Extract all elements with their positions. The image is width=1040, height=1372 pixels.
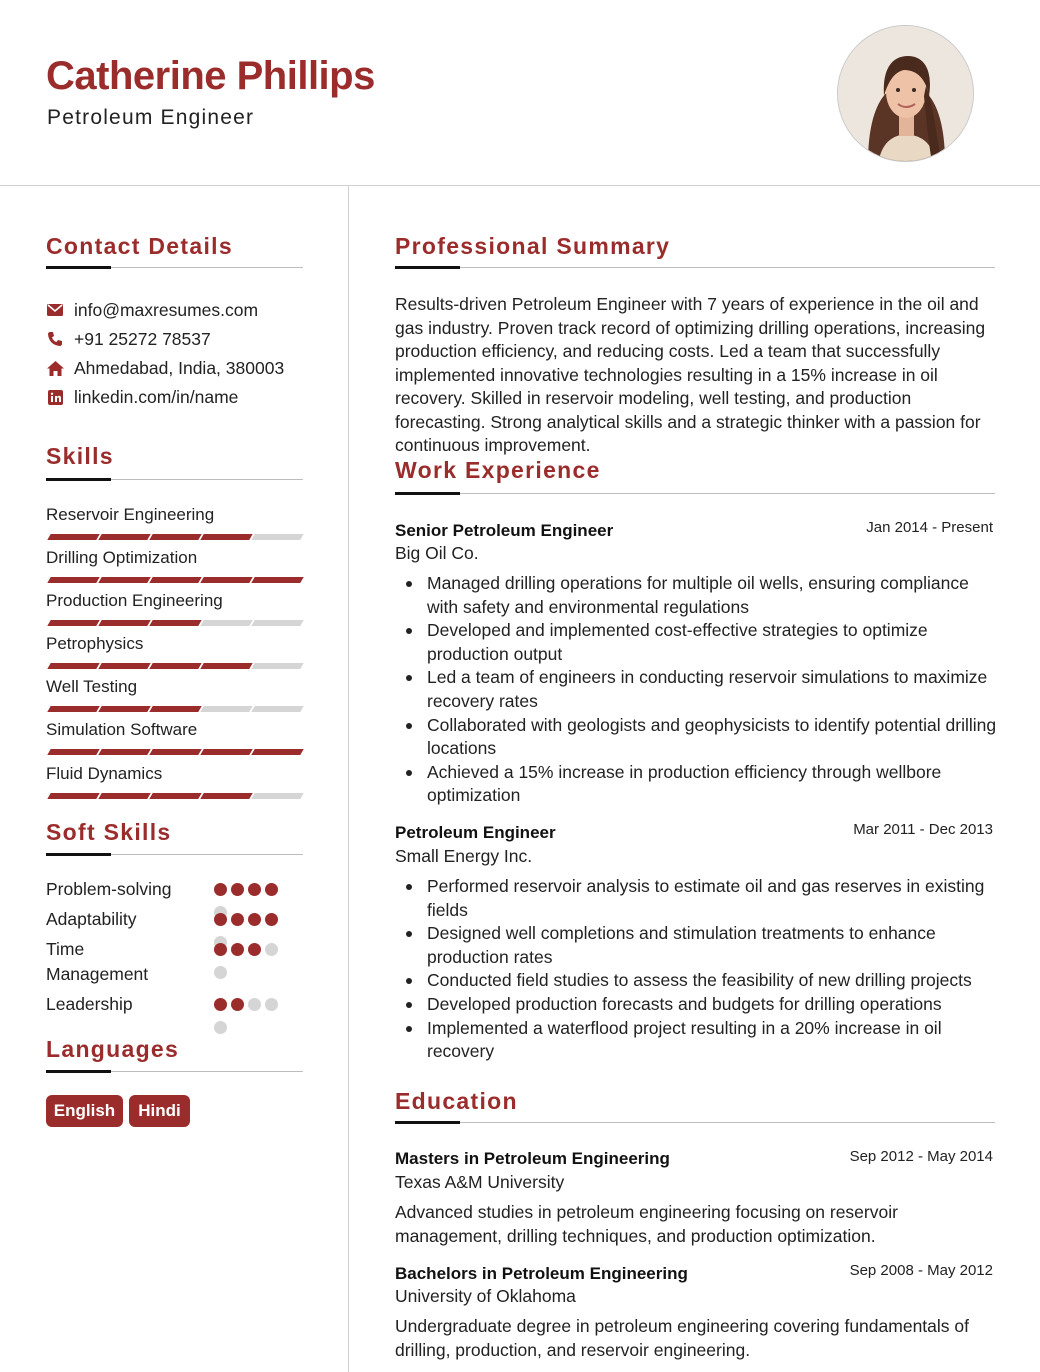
soft-skill-name: Problem-solving	[46, 879, 172, 899]
list-item: Developed and implemented cost-effective strategies to optimize production output	[427, 619, 1002, 666]
list-item: Collaborated with geologists and geophysicists to identify potential drilling locations	[427, 714, 1002, 761]
list-item: Designed well completions and stimulation treatments to enhance production rates	[427, 922, 1002, 969]
rating-dot-filled	[248, 943, 261, 956]
rating-dot-empty	[265, 998, 278, 1011]
summary-rule	[395, 267, 995, 268]
portrait-image	[838, 26, 974, 162]
rating-dot-filled	[214, 943, 227, 956]
rating-dot-empty	[214, 1021, 227, 1034]
language-badge: Hindi	[129, 1095, 190, 1127]
skill-segment-filled	[149, 793, 201, 799]
contact-email-text: info@maxresumes.com	[74, 299, 259, 320]
envelope-icon	[46, 301, 64, 319]
skill-segment-filled	[98, 706, 150, 712]
rating-dot-empty	[265, 943, 278, 956]
job-company: Small Energy Inc.	[395, 846, 533, 866]
skill-segment-empty	[251, 620, 303, 626]
language-badge: English	[46, 1095, 123, 1127]
skill-name: Well Testing	[46, 677, 138, 696]
candidate-name: Catherine Phillips	[46, 54, 375, 98]
contact-heading: Contact Details	[46, 233, 233, 259]
contact-linkedin-text: linkedin.com/in/name	[74, 386, 239, 407]
profile-photo	[837, 25, 974, 162]
rating-dot-filled	[231, 883, 244, 896]
skill-segment-filled	[251, 749, 303, 755]
list-item: Developed production forecasts and budgets for drilling operations	[427, 993, 1002, 1017]
contact-email[interactable]	[46, 298, 258, 322]
skill-segment-empty	[200, 620, 252, 626]
degree-dates: Sep 2012 - May 2014	[849, 1148, 993, 1165]
skill-segment-filled	[149, 706, 201, 712]
resume-header	[0, 0, 1040, 186]
skill-segment-empty	[251, 793, 303, 799]
column-divider	[348, 186, 349, 1372]
job-role: Senior Petroleum Engineer	[395, 521, 614, 540]
skill-segment-filled	[149, 749, 201, 755]
contact-linkedin[interactable]	[46, 385, 238, 409]
skill-bar	[46, 534, 302, 540]
rating-dot-filled	[231, 913, 244, 926]
skill-segment-filled	[200, 793, 252, 799]
summary-accent	[395, 266, 460, 269]
experience-accent	[395, 492, 460, 495]
list-item: Managed drilling operations for multiple oil wells, ensuring compliance with safety and environmental regulations	[427, 572, 1002, 619]
summary-heading: Professional Summary	[395, 233, 671, 259]
experience-heading: Work Experience	[395, 457, 601, 483]
degree-title: Masters in Petroleum Engineering	[395, 1149, 670, 1168]
candidate-title: Petroleum Engineer	[47, 106, 255, 129]
skill-segment-filled	[251, 577, 303, 583]
home-icon	[46, 359, 64, 377]
skill-bar	[46, 620, 302, 626]
phone-icon	[46, 330, 64, 348]
rating-dot-filled	[265, 883, 278, 896]
experience-rule	[395, 493, 995, 494]
rating-dot-filled	[214, 883, 227, 896]
education-heading: Education	[395, 1088, 518, 1114]
contact-accent	[46, 266, 111, 269]
list-item: Achieved a 15% increase in production efficiency through wellbore optimization	[427, 761, 1002, 808]
skill-segment-filled	[47, 534, 99, 540]
school-name: University of Oklahoma	[395, 1286, 576, 1306]
education-rule	[395, 1122, 995, 1123]
skills-heading: Skills	[46, 443, 114, 469]
soft-skills-heading: Soft Skills	[46, 819, 172, 845]
rating-dot-filled	[214, 998, 227, 1011]
skill-segment-filled	[200, 663, 252, 669]
degree-dates: Sep 2008 - May 2012	[849, 1262, 993, 1279]
skill-bar	[46, 577, 302, 583]
skill-name: Simulation Software	[46, 720, 198, 739]
rating-dot-filled	[214, 913, 227, 926]
skill-segment-filled	[98, 534, 150, 540]
skill-segment-empty	[251, 534, 303, 540]
skill-name: Production Engineering	[46, 591, 223, 610]
contact-address-text: Ahmedabad, India, 380003	[74, 357, 285, 378]
contact-phone[interactable]	[46, 327, 211, 351]
degree-description: Advanced studies in petroleum engineering focusing on reservoir management, drilling techniques, and production optimization.	[395, 1202, 898, 1246]
rating-dot-filled	[248, 883, 261, 896]
list-item: Implemented a waterflood project resulting in a 20% increase in oil recovery	[427, 1017, 1002, 1064]
skill-name: Reservoir Engineering	[46, 505, 215, 524]
skill-name: Fluid Dynamics	[46, 764, 163, 783]
skill-segment-filled	[98, 663, 150, 669]
skill-name: Drilling Optimization	[46, 548, 198, 567]
soft-skill-name: Leadership	[46, 994, 133, 1014]
skill-segment-filled	[98, 793, 150, 799]
skill-segment-filled	[47, 663, 99, 669]
skill-segment-filled	[47, 620, 99, 626]
degree-title: Bachelors in Petroleum Engineering	[395, 1264, 688, 1283]
skill-segment-filled	[47, 793, 99, 799]
skill-name: Petrophysics	[46, 634, 144, 653]
skill-segment-filled	[98, 620, 150, 626]
job-dates: Jan 2014 - Present	[866, 519, 993, 536]
skills-accent	[46, 478, 111, 481]
rating-dot-empty	[248, 998, 261, 1011]
skill-segment-empty	[251, 706, 303, 712]
job-company: Big Oil Co.	[395, 543, 479, 563]
skill-segment-filled	[149, 534, 201, 540]
list-item: Conducted field studies to assess the feasibility of new drilling projects	[427, 969, 1002, 993]
languages-accent	[46, 1070, 111, 1073]
degree-description: Undergraduate degree in petroleum engineering covering fundamentals of drilling, production, and reservoir engineering.	[395, 1316, 969, 1360]
skill-segment-filled	[47, 749, 99, 755]
education-accent	[395, 1121, 460, 1124]
rating-dot-filled	[231, 943, 244, 956]
soft-skill-name: Time Management	[46, 939, 149, 984]
job-bullets	[427, 875, 1002, 1064]
skill-segment-filled	[98, 749, 150, 755]
school-name: Texas A&M University	[395, 1172, 565, 1192]
skill-segment-filled	[47, 577, 99, 583]
rating-dot-filled	[248, 913, 261, 926]
skill-bar	[46, 663, 302, 669]
list-item: Performed reservoir analysis to estimate oil and gas reserves in existing fields	[427, 875, 1002, 922]
job-dates: Mar 2011 - Dec 2013	[853, 821, 993, 838]
skill-segment-filled	[98, 577, 150, 583]
skill-segment-filled	[149, 663, 201, 669]
skill-segment-filled	[200, 749, 252, 755]
rating-dot-filled	[231, 998, 244, 1011]
summary-text: Results-driven Petroleum Engineer with 7 years of experience in the oil and gas industry. Proven track record of optimizing drilling operations, increasing production efficiency, and reducing costs. Led a team that successfully implemented innovative technologies resulting in a 15% increase in oil recovery. Skilled in reservoir modeling, well testing, and production forecasting. Strong analytical skills and a strategic thinker with a passion for continuous improvement.	[395, 294, 986, 455]
skill-segment-empty	[251, 663, 303, 669]
rating-dot-filled	[265, 913, 278, 926]
skill-bar	[46, 749, 302, 755]
rating-dot-empty	[214, 966, 227, 979]
languages-heading: Languages	[46, 1036, 180, 1062]
skill-bar	[46, 793, 302, 799]
skill-segment-filled	[47, 706, 99, 712]
job-role: Petroleum Engineer	[395, 823, 556, 842]
skill-segment-filled	[200, 534, 252, 540]
list-item: Led a team of engineers in conducting reservoir simulations to maximize recovery rates	[427, 666, 1002, 713]
contact-phone-text: +91 25272 78537	[74, 328, 211, 349]
skill-bar	[46, 706, 302, 712]
skill-segment-filled	[200, 577, 252, 583]
skill-segment-filled	[149, 620, 201, 626]
soft-skill-name: Adaptability	[46, 909, 137, 929]
skill-segment-filled	[149, 577, 201, 583]
soft-skills-accent	[46, 853, 111, 856]
contact-address	[46, 356, 284, 380]
linkedin-icon	[46, 388, 64, 406]
skill-segment-empty	[200, 706, 252, 712]
job-bullets	[427, 572, 1002, 808]
